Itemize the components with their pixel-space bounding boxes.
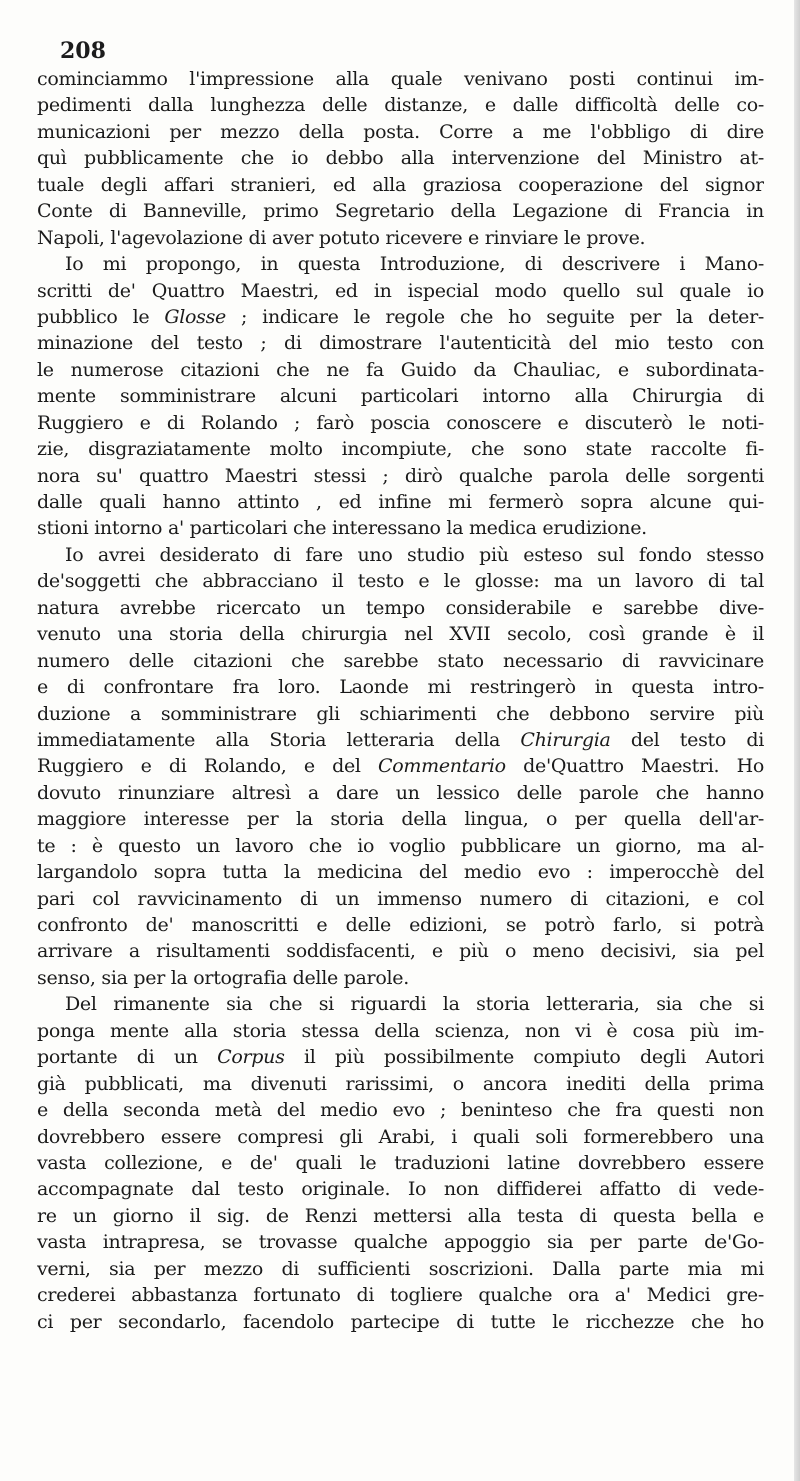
text-line: vasta collezione, e de' quali le traduzioni latine dovrebbero essere: [37, 1151, 764, 1174]
text-line: Napoli, l'agevolazione di aver potuto ricevere e rinviare le prove.: [37, 226, 646, 249]
text-line: tuale degli affari stranieri, ed alla graziosa cooperazione del signor: [37, 173, 764, 196]
text-line: minazione del testo ; di dimostrare l'autenticità del mio testo con: [37, 332, 764, 355]
text-line: immediatamente alla Storia letteraria della Chirurgia del testo di: [37, 728, 764, 751]
text-line: verni, sia per mezzo di sufficienti soscrizioni. Dalla parte mia mi: [37, 1257, 764, 1280]
text-line: dovuto rinunziare altresì a dare un lessico delle parole che hanno: [37, 781, 764, 804]
page-number: 208: [60, 38, 106, 64]
text-line: scritti de' Quattro Maestri, ed in ispecial modo quello sul quale io: [37, 279, 764, 302]
text-line: Conte di Banneville, primo Segretario della Legazione di Francia in: [37, 200, 764, 223]
text-line: maggiore interesse per la storia della lingua, o per quella dell'ar-: [37, 808, 764, 831]
text-line: le numerose citazioni che ne fa Guido da Chauliac, e subordinata-: [37, 358, 764, 381]
body-text: [37, 66, 764, 1335]
text-line: Io avrei desiderato di fare uno studio più esteso sul fondo stesso: [65, 543, 764, 566]
text-line: già pubblicati, ma divenuti rarissimi, o ancora inediti della prima: [37, 1072, 764, 1095]
text-line: ponga mente alla storia stessa della scienza, non vi è cosa più im-: [37, 1019, 764, 1042]
text-line: Del rimanente sia che si riguardi la storia letteraria, sia che si: [65, 993, 764, 1016]
italic-word: Glosse: [164, 305, 226, 328]
text-line: Ruggiero e di Rolando, e del Commentario de'Quattro Maestri. Ho: [37, 755, 764, 778]
italic-word: Commentario: [378, 755, 506, 778]
text-line: re un giorno il sig. de Renzi mettersi alla testa di questa bella e: [37, 1204, 764, 1227]
text-line: quì pubblicamente che io debbo alla intervenzione del Ministro at-: [37, 147, 764, 170]
text-line: cominciammo l'impressione alla quale venivano posti continui im-: [37, 68, 764, 90]
text-line: municazioni per mezzo della posta. Corre a me l'obbligo di dire: [37, 120, 764, 143]
text-line: venuto una storia della chirurgia nel XVII secolo, così grande è il: [37, 623, 764, 646]
text-line: mente somministrare alcuni particolari intorno alla Chirurgia di: [37, 385, 764, 408]
text-line: de'soggetti che abbracciano il testo e le glosse: ma un lavoro di tal: [37, 570, 764, 593]
text-line: e di confrontare fra loro. Laonde mi restringerò in questa intro-: [37, 676, 764, 699]
text-line: pubblico le Glosse ; indicare le regole che ho seguite per la deter-: [37, 305, 764, 328]
text-line: portante di un Corpus il più possibilmente compiuto degli Autori: [37, 1046, 764, 1069]
text-line: accompagnate dal testo originale. Io non diffiderei affatto di vede-: [37, 1178, 764, 1201]
text-line: arrivare a risultamenti soddisfacenti, e più o meno decisivi, sia pel: [37, 940, 764, 963]
text-line: dovrebbero essere compresi gli Arabi, i quali soli formerebbero una: [37, 1125, 764, 1148]
italic-word: Chirurgia: [520, 728, 611, 751]
text-line: stioni intorno a' particolari che interessano la medica erudizione.: [37, 517, 647, 540]
text-line: crederei abbastanza fortunato di togliere qualche ora a' Medici gre-: [37, 1284, 764, 1307]
text-line: vasta intrapresa, se trovasse qualche appoggio sia per parte de'Go-: [37, 1231, 764, 1254]
text-line: numero delle citazioni che sarebbe stato necessario di ravvicinare: [37, 649, 764, 672]
text-line: dalle quali hanno attinto , ed infine mi fermerò sopra alcune qui-: [37, 491, 764, 513]
text-line: e della seconda metà del medio evo ; beninteso che fra questi non: [37, 1099, 764, 1122]
text-line: pedimenti dalla lunghezza delle distanze, e dalle difficoltà delle co-: [37, 94, 764, 117]
text-line: zie, disgraziatamente molto incompiute, che sono state raccolte fi-: [37, 438, 764, 461]
text-line: confronto de' manoscritti e delle edizioni, se potrò farlo, si potrà: [37, 914, 764, 936]
text-line: duzione a somministrare gli schiarimenti che debbono servire più: [37, 702, 764, 725]
italic-word: Corpus: [217, 1046, 285, 1069]
text-line: largandolo sopra tutta la medicina del medio evo : imperocchè del: [37, 861, 764, 884]
text-line: natura avrebbe ricercato un tempo considerabile e sarebbe dive-: [37, 596, 764, 619]
text-line: Ruggiero e di Rolando ; farò poscia conoscere e discuterò le noti-: [37, 411, 764, 434]
text-line: pari col ravvicinamento di un immenso numero di citazioni, e col: [37, 887, 764, 910]
text-line: senso, sia per la ortografia delle parole.: [37, 966, 409, 989]
text-line: nora su' quattro Maestri stessi ; dirò qualche parola delle sorgenti: [37, 464, 764, 487]
text-line: ci per secondarlo, facendolo partecipe di tutte le ricchezze che ho: [37, 1310, 764, 1333]
text-line: te : è questo un lavoro che io voglio pubblicare un giorno, ma al-: [37, 834, 764, 857]
text-line: Io mi propongo, in questa Introduzione, di descrivere i Mano-: [65, 253, 764, 276]
